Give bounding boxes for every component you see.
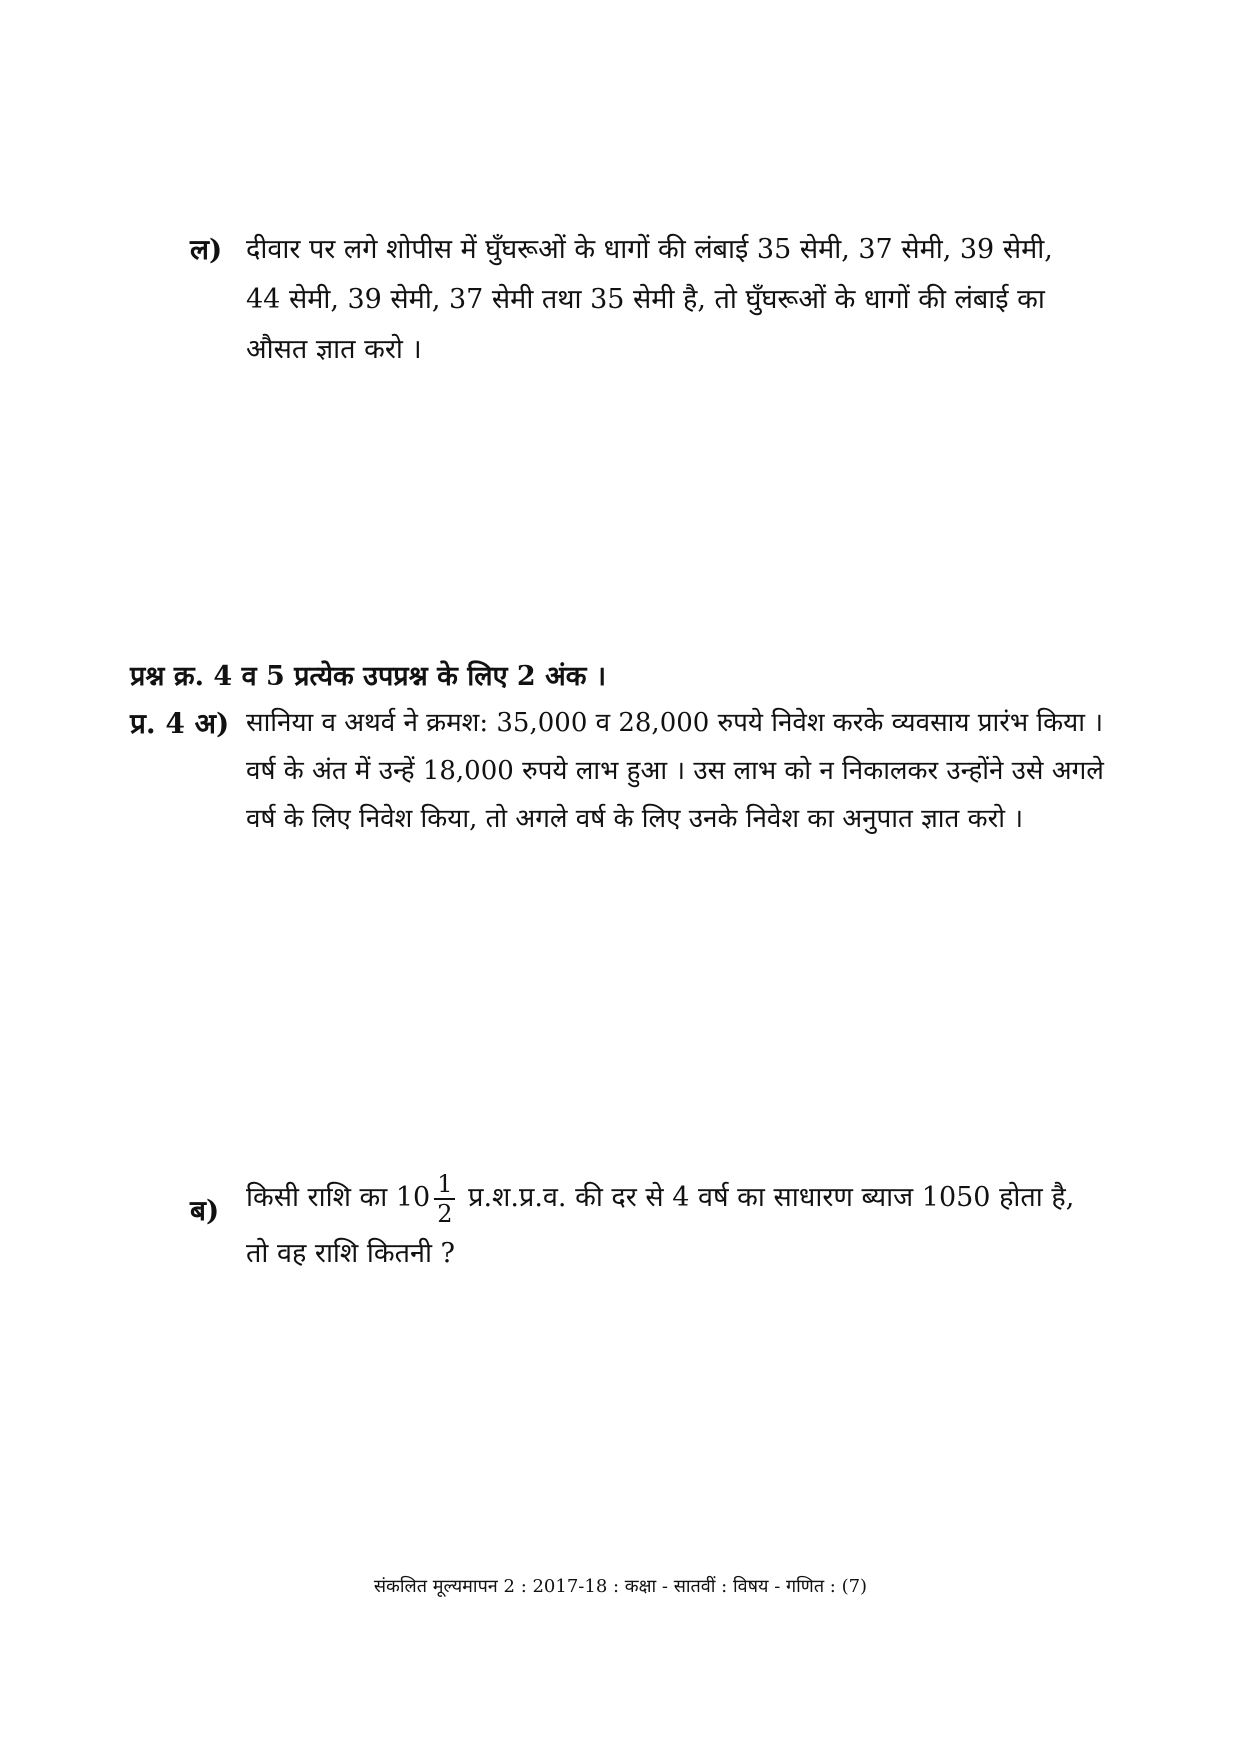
page-footer: संकलित मूल्यमापन 2 : 2017-18 : कक्षा - सातवीं : विषय - गणित : (7) xyxy=(373,1576,868,1597)
fraction-denominator: 2 xyxy=(437,1199,453,1228)
question-4a-line-3: वर्ष के लिए निवेश किया, तो अगले वर्ष के लिए उनके निवेश का अनुपात ज्ञात करो । xyxy=(246,804,1024,834)
fraction-half xyxy=(434,1169,455,1228)
question-l-line-2: 44 सेमी, 39 सेमी, 37 सेमी तथा 35 सेमी है, तो घुँघरूओं के धागों की लंबाई का xyxy=(246,284,1045,315)
question-4a-label: प्र. 4 अ) xyxy=(130,707,230,740)
fraction-numerator: 1 xyxy=(434,1172,455,1200)
question-l-label: ल) xyxy=(190,233,223,266)
question-4b-label: ब) xyxy=(190,1194,220,1227)
question-l-line-1: दीवार पर लगे शोपीस में घुँघरूओं के धागों की लंबाई 35 सेमी, 37 सेमी, 39 सेमी, xyxy=(246,234,1053,265)
section-heading: प्रश्न क्र. 4 व 5 प्रत्येक उपप्रश्न के लिए 2 अंक । xyxy=(130,661,607,692)
question-4b-line-1 xyxy=(246,1170,1074,1226)
question-4a-text xyxy=(246,699,1104,843)
question-4b-text xyxy=(246,1170,1074,1282)
question-4b-line-1-end: प्र.श.प्र.व. की दर से 4 वर्ष का साधारण ब्याज 1050 होता है, xyxy=(468,1182,1075,1213)
question-4b-line-2: तो वह राशि कितनी ? xyxy=(246,1238,456,1269)
question-4a-line-2: वर्ष के अंत में उन्हें 18,000 रुपये लाभ हुआ । उस लाभ को न निकालकर उन्होंने उसे अगले xyxy=(246,756,1104,786)
question-4b-line-1-start: किसी राशि का 10 xyxy=(246,1182,431,1213)
question-l-line-3: औसत ज्ञात करो । xyxy=(246,334,422,365)
question-l-text xyxy=(246,225,1053,375)
question-4a-line-1: सानिया व अथर्व ने क्रमश: 35,000 व 28,000 रुपये निवेश करके व्यवसाय प्रारंभ किया । xyxy=(246,708,1104,738)
